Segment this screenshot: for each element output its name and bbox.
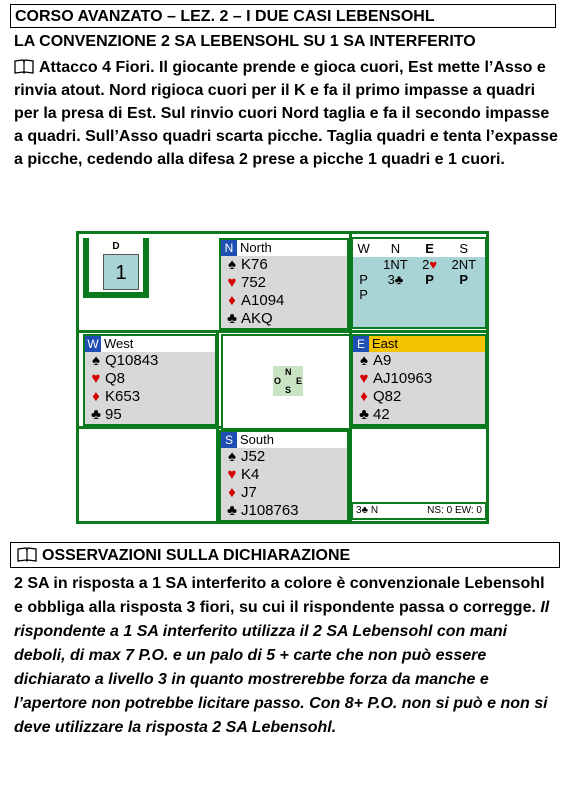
observations-text: 2 SA in risposta a 1 SA interferito a colore è convenzionale Lebensohl e obbliga alla risposta 3 fiori, su cui il rispondente passa o corregge. — [14, 575, 545, 616]
bid: P — [359, 272, 368, 287]
contract-label: 3♣ N — [356, 505, 379, 516]
book-icon — [14, 59, 34, 74]
observations-header — [10, 542, 560, 568]
north-tag: N — [221, 240, 237, 256]
bid — [443, 287, 485, 302]
west-hearts — [85, 370, 215, 388]
compass-e: E — [296, 376, 303, 386]
west-clubs — [85, 406, 215, 424]
bid: 1NT — [383, 257, 408, 272]
north-hand — [219, 238, 349, 330]
diamond-icon: ♦ — [360, 388, 368, 405]
diamond-icon: ♦ — [228, 292, 236, 309]
west-hand — [83, 334, 217, 426]
bid: 2♥ — [422, 257, 438, 272]
west-diamonds — [85, 388, 215, 406]
auction-row — [353, 257, 485, 272]
west-tag: W — [85, 336, 101, 352]
north-spades — [221, 256, 347, 274]
table-center — [221, 334, 351, 430]
east-hearts — [353, 370, 485, 388]
west-name: West — [104, 336, 134, 351]
south-clubs-cards: J108763 — [241, 502, 299, 519]
club-icon: ♣ — [91, 406, 101, 423]
north-clubs-cards: AKQ — [241, 310, 273, 327]
south-hearts-cards: K4 — [241, 466, 260, 483]
east-clubs — [353, 406, 485, 424]
bid: P — [425, 272, 434, 287]
intro-paragraph — [14, 56, 560, 171]
spade-icon: ♠ — [228, 448, 236, 465]
bid: P — [459, 272, 469, 287]
dealer-label: D — [112, 241, 120, 252]
auction-header-e: E — [417, 239, 443, 257]
auction-row — [353, 272, 485, 287]
heart-icon: ♥ — [227, 274, 237, 291]
spade-icon: ♠ — [360, 352, 368, 369]
east-header — [353, 336, 485, 352]
south-diamonds — [221, 484, 347, 502]
east-hand — [351, 334, 487, 426]
auction-header-w: W — [353, 239, 374, 257]
divider — [79, 330, 486, 333]
north-spades-cards: K76 — [241, 256, 268, 273]
north-header — [221, 240, 347, 256]
club-icon: ♣ — [359, 406, 369, 423]
bid: 2NT — [451, 257, 477, 272]
south-spades-cards: J52 — [241, 448, 266, 465]
compass-n: N — [285, 367, 292, 377]
north-diamonds — [221, 292, 347, 310]
east-diamonds — [353, 388, 485, 406]
south-hearts — [221, 466, 347, 484]
bid — [417, 287, 443, 302]
east-spades-cards: A9 — [373, 352, 392, 369]
board-number: 1 — [103, 254, 139, 290]
heart-icon: ♥ — [227, 466, 237, 483]
east-hearts-cards: AJ10963 — [373, 370, 433, 387]
east-diamonds-cards: Q82 — [373, 388, 402, 405]
bid — [374, 287, 416, 302]
north-hearts-cards: 752 — [241, 274, 267, 291]
bridge-deal-board — [76, 231, 489, 524]
dealer-panel — [79, 234, 219, 330]
east-spades — [353, 352, 485, 370]
bid: 3♣ — [387, 272, 404, 287]
west-clubs-cards: 95 — [105, 406, 122, 423]
contract-status-bar — [351, 502, 487, 520]
east-name: East — [372, 336, 399, 351]
west-header — [85, 336, 215, 352]
north-diamonds-cards: A1094 — [241, 292, 285, 309]
compass-o: O — [274, 376, 282, 386]
west-spades — [85, 352, 215, 370]
south-spades — [221, 448, 347, 466]
heart-icon: ♥ — [91, 370, 101, 387]
club-icon: ♣ — [227, 502, 237, 519]
observations-title: OSSERVAZIONI SULLA DICHIARAZIONE — [42, 547, 351, 564]
south-diamonds-cards: J7 — [241, 484, 257, 501]
west-spades-cards: Q10843 — [105, 352, 159, 369]
bid — [353, 257, 374, 272]
auction-table — [351, 237, 487, 329]
spade-icon: ♠ — [92, 352, 100, 369]
compass-s: S — [285, 385, 292, 395]
section-subtitle: LA CONVENZIONE 2 SA LEBENSOHL SU 1 SA INTERFERITO — [14, 33, 476, 50]
east-clubs-cards: 42 — [373, 406, 390, 423]
north-hearts — [221, 274, 347, 292]
south-header — [221, 432, 347, 448]
intro-text: Attacco 4 Fiori. Il giocante prende e gioca cuori, Est mette l’Asso e rinvia atout. Nord rigioca cuori per il K e fa il primo impasse a quadri per la presa di Est. Sul rinvio cuori Nord taglia e fa il secondo impasse a quadri. Sull’Asso quadri scarta picche. Taglia quadri e tenta l’expasse a picche, cedendo alla difesa 2 prese a picche 1 quadri e 1 cuori. — [14, 59, 558, 168]
dealer-box — [83, 238, 149, 298]
diamond-icon: ♦ — [228, 484, 236, 501]
west-hearts-cards: Q8 — [105, 370, 126, 387]
north-clubs — [221, 310, 347, 328]
lesson-header — [10, 4, 556, 28]
book-icon — [17, 547, 37, 562]
auction-header-n: N — [374, 239, 416, 257]
south-tag: S — [221, 432, 237, 448]
observations-paragraph — [14, 572, 554, 740]
lesson-title: CORSO AVANZATO – LEZ. 2 – I DUE CASI LEBENSOHL — [15, 8, 435, 25]
diamond-icon: ♦ — [92, 388, 100, 405]
west-diamonds-cards: K653 — [105, 388, 141, 405]
north-name: North — [240, 240, 272, 255]
auction-header-s: S — [443, 239, 485, 257]
south-hand — [219, 430, 349, 522]
score-label: NS: 0 EW: 0 — [427, 505, 482, 516]
observations-italic-text: Il rispondente a 1 SA interferito utilizza il 2 SA Lebensohl con mani deboli, di max 7 P.O. e un palo di 5 + carte che non può essere dichiarato a livello 3 in quanto mostrerebbe forza da manche e l’apertore non potrebbe licitare passo. Con 8+ P.O. non si può e non si deve utilizzare la risposta 2 SA Lebensohl. — [14, 599, 550, 736]
south-clubs — [221, 502, 347, 520]
club-icon: ♣ — [227, 310, 237, 327]
heart-icon: ♥ — [359, 370, 369, 387]
east-tag: E — [353, 336, 369, 352]
spade-icon: ♠ — [228, 256, 236, 273]
compass-icon — [273, 366, 303, 396]
bid: P — [359, 287, 368, 302]
auction-row — [353, 287, 485, 302]
south-name: South — [240, 432, 274, 447]
